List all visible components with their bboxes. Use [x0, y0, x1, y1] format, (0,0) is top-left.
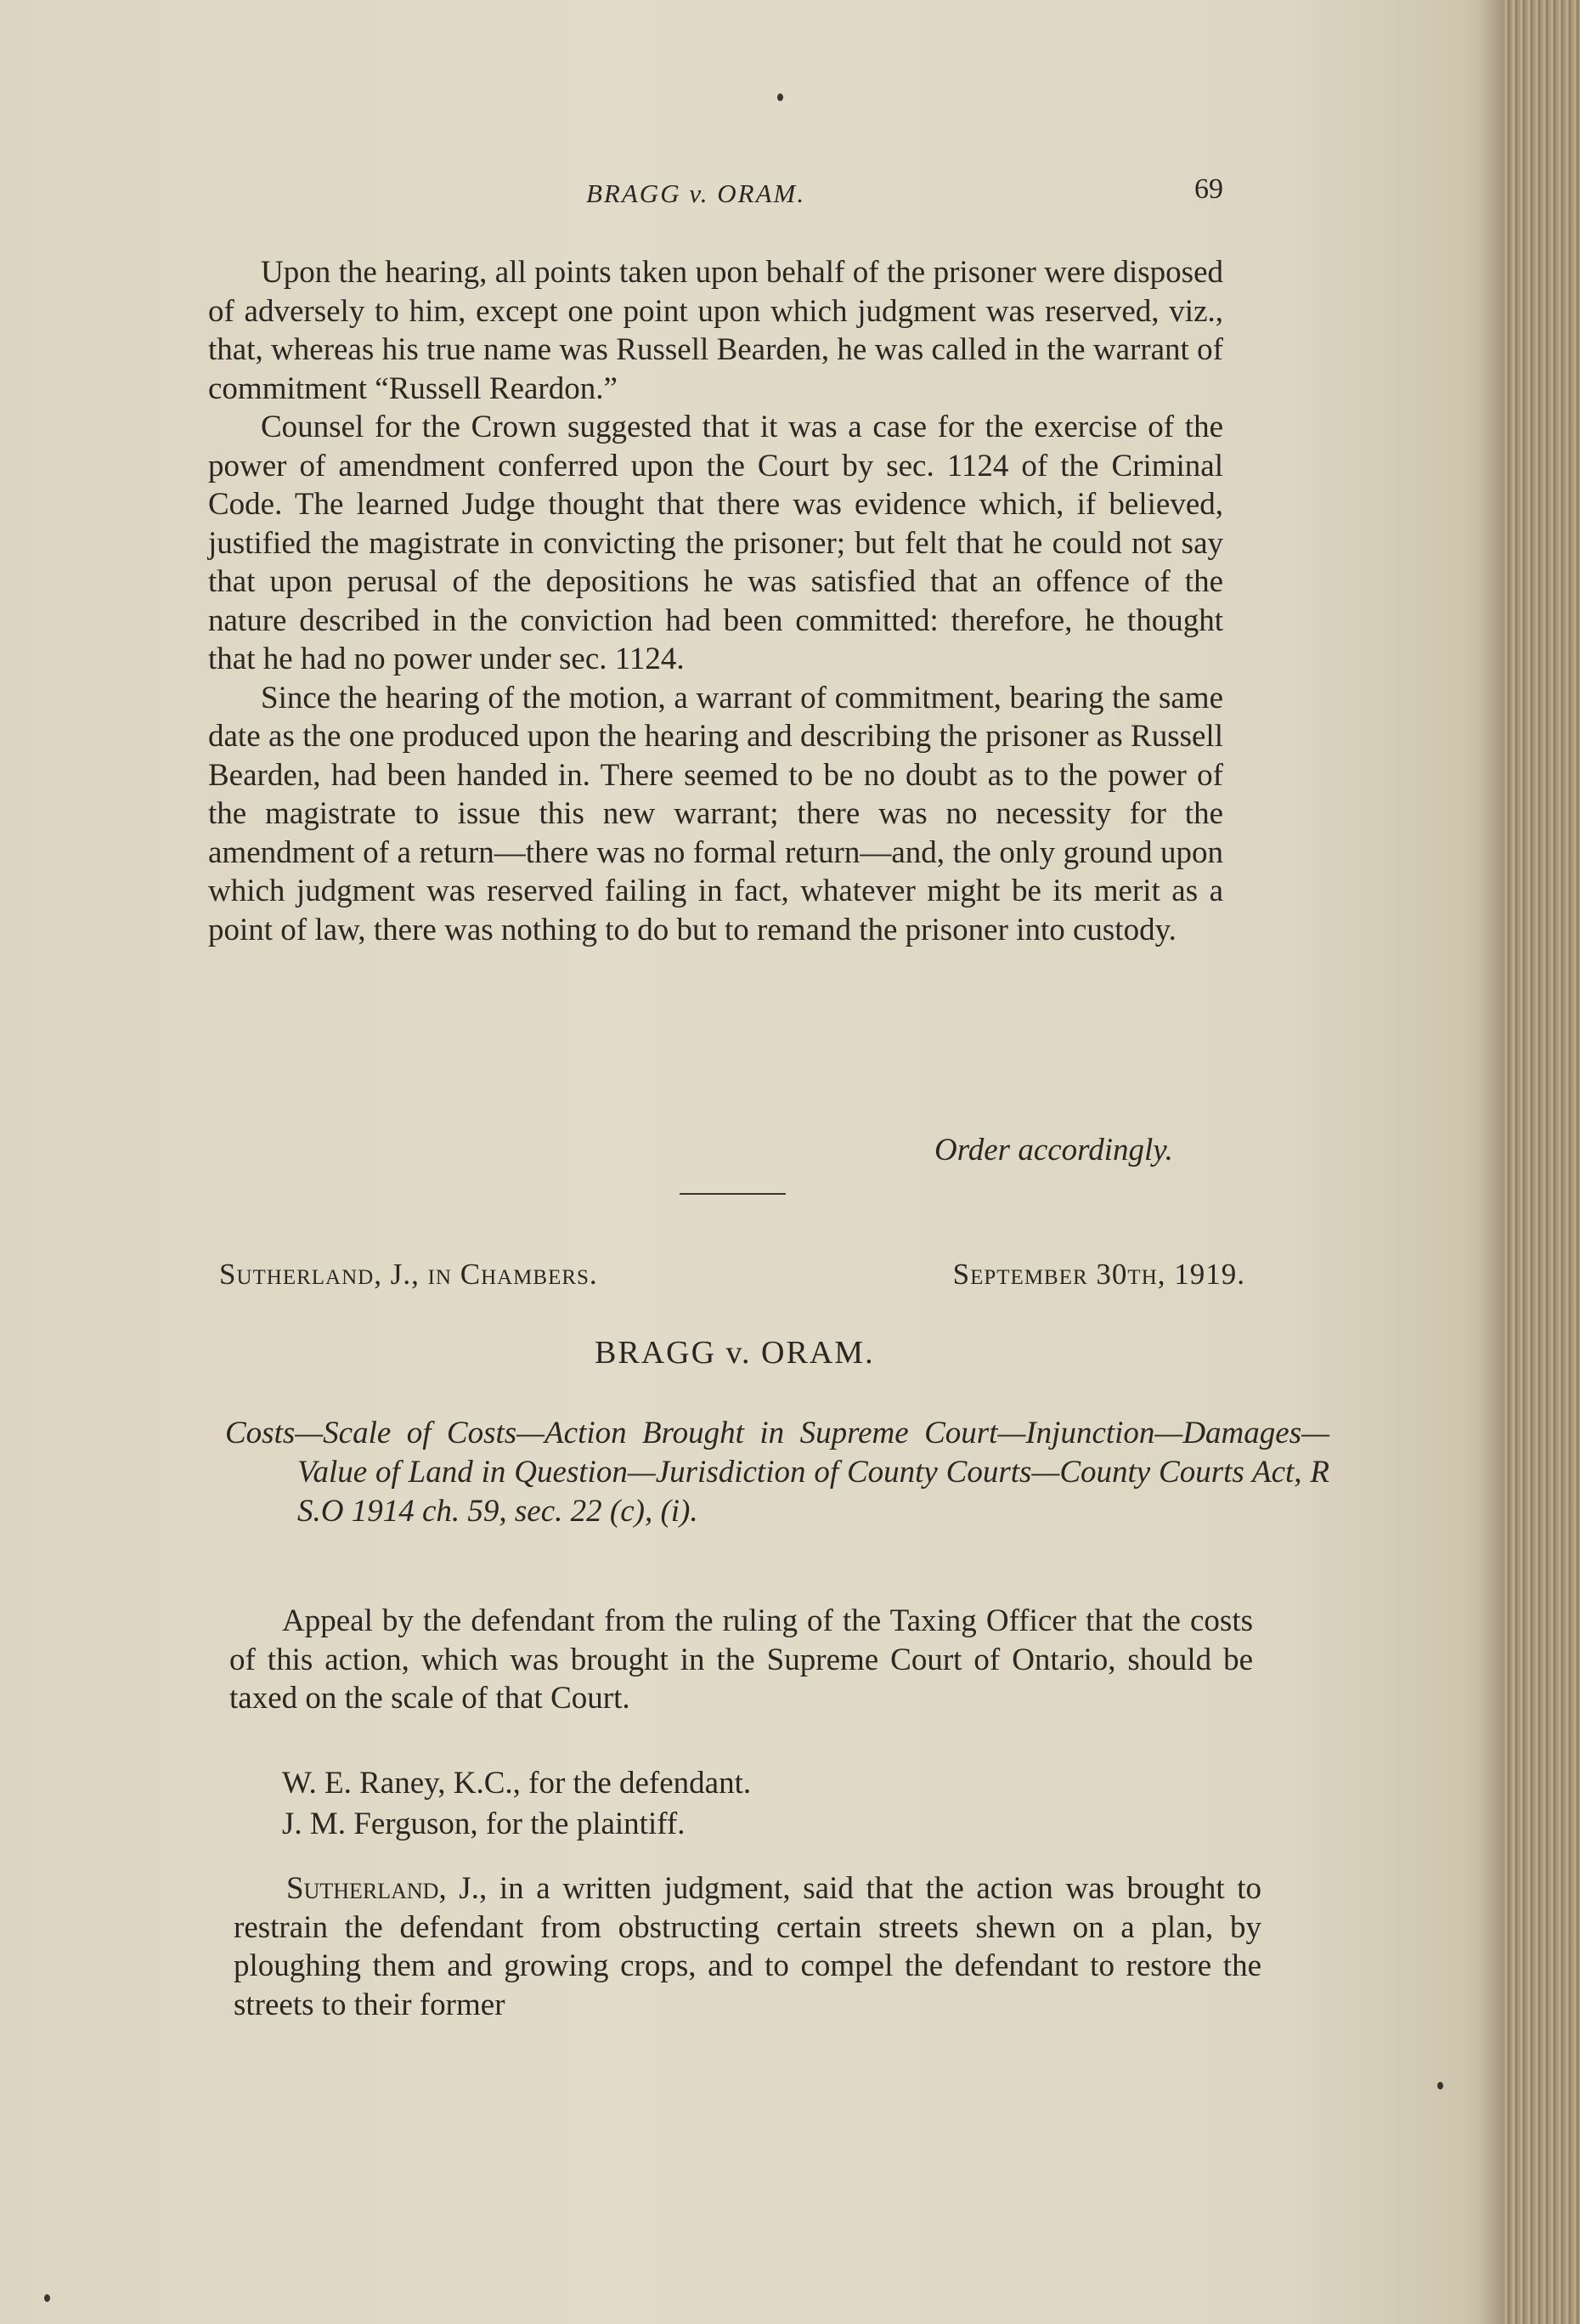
counsel-list [282, 1763, 751, 1845]
book-page-edges [1504, 0, 1580, 2324]
paragraph: Since the hearing of the motion, a warrant of commitment, bearing the same date as the one produced upon the hearing and describing the prisoner as Russell Bearden, had been handed in. There seemed to be no doubt as to the power of the magistrate to issue this new warrant; there was no necessity for the amendment of a return—there was no formal return—and, the only ground upon which judgment was reserved failing in fact, whatever might be its merit as a point of law, there was nothing to do but to remand the prisoner into custody. [208, 680, 1223, 947]
appeal-text [229, 1602, 1253, 1718]
section-divider [680, 1193, 786, 1195]
paragraph: Counsel for the Crown suggested that it was a case for the exercise of the power of amendment conferred upon the Court by sec. 1124 of the Criminal Code. The learned Judge thought that there was evidence which, if believed, justified the magistrate in convicting the prisoner; but felt that he could not say that upon perusal of the depositions he was satisfied that an offence of the nature described in the conviction had been committed: therefore, he thought that he had no power under sec. 1124. [208, 410, 1223, 676]
counsel-plaintiff: J. M. Ferguson, for the plaintiff. [282, 1807, 686, 1841]
disposition: Order accordingly. [934, 1133, 1173, 1168]
decision-date: September 30th, 1919. [952, 1258, 1245, 1291]
headnote: Costs—Scale of Costs—Action Brought in Supreme Court—Injunction—Damages—Value of Land in Question—Jurisdiction of County Courts—County Courts Act, R S.O 1914 ch. 59, sec. 22 (c), (i). [225, 1416, 1329, 1529]
judgment-text [234, 1869, 1261, 2024]
paper-speck [777, 93, 783, 101]
paragraph [234, 1869, 1261, 2024]
paper-speck [44, 2294, 50, 2302]
judge-in-chambers: Sutherland, J., in Chambers. [219, 1258, 598, 1291]
judge-name: Sutherland [286, 1871, 439, 1906]
running-head-title: BRAGG v. ORAM. [586, 178, 806, 208]
paragraph: Appeal by the defendant from the ruling of the Taxing Officer that the costs of this action, which was brought in the Supreme Court of Ontario, should be taxed on the scale of that Court. [229, 1603, 1253, 1716]
judgment-body: , J., in a written judgment, said that the action was brought to restrain the defendant from obstructing certain streets shewn on a plan, by ploughing them and growing crops, and to compel the defendant to restore the streets to their former [234, 1871, 1261, 2022]
paper-speck [1437, 2082, 1443, 2089]
previous-case-text [208, 253, 1223, 949]
running-head [204, 173, 1223, 221]
paragraph: Upon the hearing, all points taken upon behalf of the prisoner were disposed of adversely to him, except one point upon which judgment was reserved, viz., that, whereas his true name was Russell Bearden, he was called in the warrant of commitment “Russell Reardon.” [208, 255, 1223, 406]
page-number: 69 [1194, 173, 1223, 205]
case-title: BRAGG v. ORAM. [595, 1335, 875, 1371]
counsel-defendant: W. E. Raney, K.C., for the defendant. [282, 1766, 752, 1801]
